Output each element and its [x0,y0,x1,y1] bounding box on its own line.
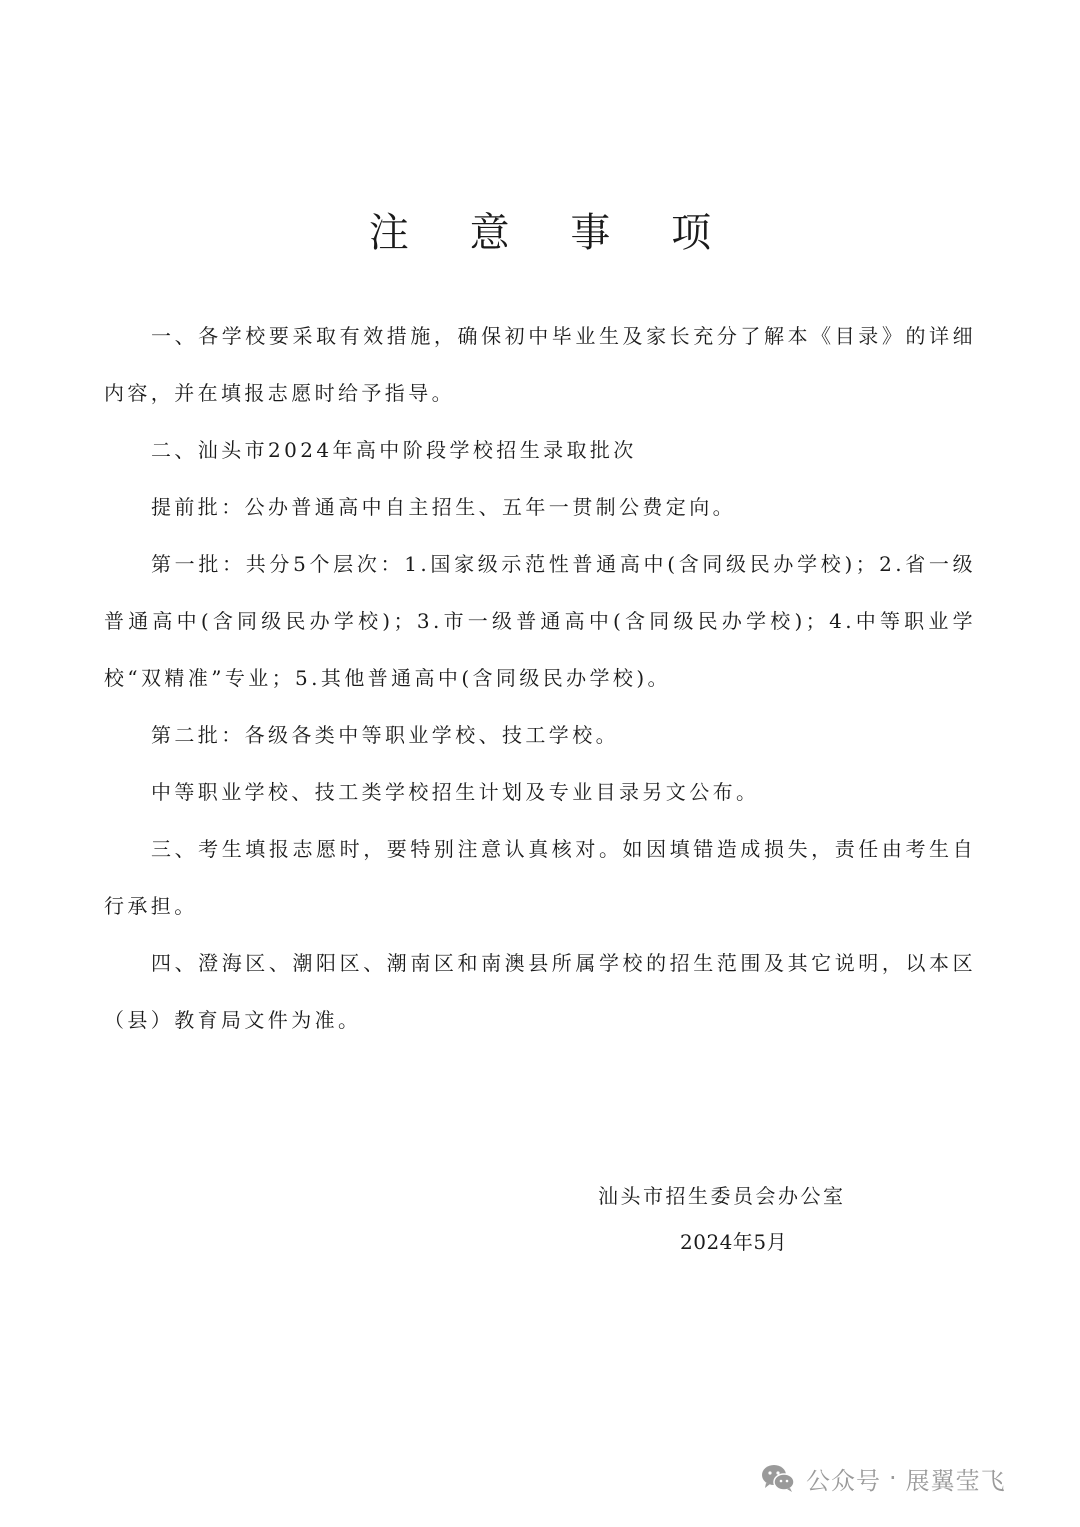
watermark-separator: · [889,1464,898,1492]
page-title: 注 意 事 项 [368,209,736,256]
signature-organization: 汕头市招生委员会办公室 [598,1184,846,1208]
signature-date: 2024年5月 [680,1230,788,1254]
paragraph-7: 三、考生填报志愿时，要特别注意认真核对。如因填错造成损失，责任由考生自行承担。 [104,837,976,918]
paragraph-8: 四、澄海区、潮阳区、潮南区和南澳县所属学校的招生范围及其它说明，以本区（县）教育局文件为准。 [104,951,976,1032]
wechat-watermark [760,1458,1006,1498]
watermark-label: 公众号 [806,1466,881,1495]
paragraph-4: 第一批：共分5个层次：1.国家级示范性普通高中(含同级民办学校)；2.省一级普通高中(含同级民办学校)；3.市一级普通高中(含同级民办学校)；4.中等职业学校“双精准”专业；5.其他普通高中(含同级民办学校)。 [104,552,976,690]
paragraph-5: 第二批：各级各类中等职业学校、技工学校。 [151,723,619,747]
paragraph-3: 提前批：公办普通高中自主招生、五年一贯制公费定向。 [151,495,736,519]
notice-body [104,308,976,1049]
watermark-account: 展翼莹飞 [905,1466,1006,1495]
paragraph-6: 中等职业学校、技工类学校招生计划及专业目录另文公布。 [151,780,760,804]
paragraph-2: 二、汕头市2024年高中阶段学校招生录取批次 [151,438,637,462]
wechat-icon [760,1463,796,1493]
paragraph-1: 一、各学校要采取有效措施，确保初中毕业生及家长充分了解本《目录》的详细内容，并在填报志愿时给予指导。 [104,324,976,405]
